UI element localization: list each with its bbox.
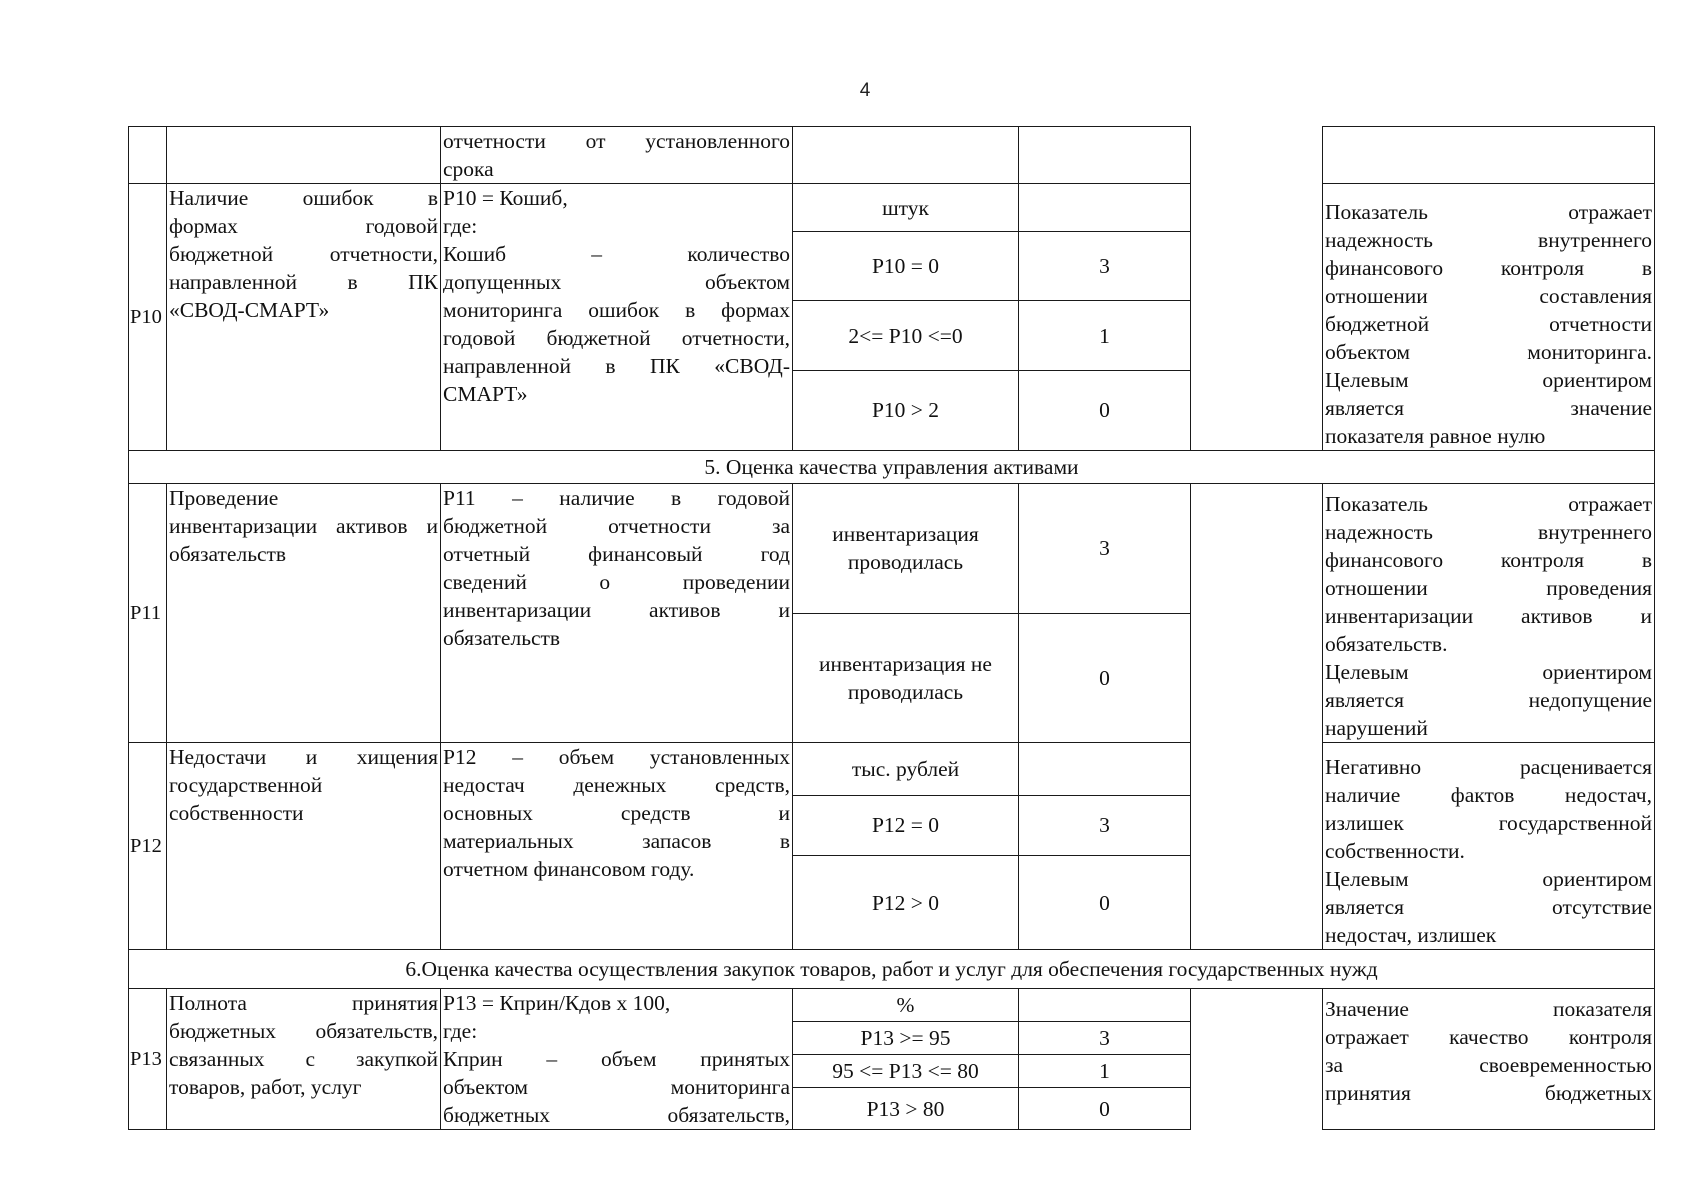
indicator-name: Наличие ошибок в формах годовой бюджетной отчетности, направленной в ПК «СВОД-СМАРТ» <box>167 184 441 451</box>
spacer-cell <box>1191 184 1323 451</box>
indicator-formula: P11 – наличие в годовой бюджетной отчетности за отчетный финансовый год сведений о проведении инвентаризации активов и обязательств <box>441 484 793 743</box>
unit-cell <box>793 127 1019 184</box>
score-cell <box>1019 989 1191 1022</box>
name-cell <box>167 127 441 184</box>
indicator-formula: P10 = Кошиб, где: Кошиб – количество допущенных объектом мониторинга ошибок в формах годовой бюджетной отчетности, направленной в ПК «СВОД- СМАРТ» <box>441 184 793 451</box>
comment-cell <box>1323 127 1655 184</box>
criterion-condition: инвентаризация проводилась <box>793 484 1019 614</box>
criterion-score: 3 <box>1019 795 1191 856</box>
criterion-score: 0 <box>1019 370 1191 450</box>
table-row-p13 <box>129 989 1655 1022</box>
indicator-unit: штук <box>793 184 1019 232</box>
criterion-score: 0 <box>1019 856 1191 950</box>
criterion-score: 0 <box>1019 1088 1191 1130</box>
indicator-name: Проведение инвентаризации активов и обязательств <box>167 484 441 743</box>
criterion-score: 1 <box>1019 1055 1191 1088</box>
score-cell <box>1019 127 1191 184</box>
section-title: 6.Оценка качества осуществления закупок товаров, работ и услуг для обеспечения государственных нужд <box>129 950 1655 989</box>
score-cell <box>1019 743 1191 796</box>
indicator-unit: % <box>793 989 1019 1022</box>
criterion-condition: P10 = 0 <box>793 232 1019 301</box>
table-row-continuation <box>129 127 1655 184</box>
formula-cell: отчетности от установленного срока <box>441 127 793 184</box>
criterion-condition: P13 >= 95 <box>793 1022 1019 1055</box>
indicator-code: P12 <box>129 743 167 950</box>
spacer-cell <box>1191 989 1323 1130</box>
table-row-p12 <box>129 743 1655 796</box>
spacer-cell <box>1191 484 1323 743</box>
criterion-score: 3 <box>1019 484 1191 614</box>
indicator-comment: Показатель отражает надежность внутреннего финансового контроля в отношении составления бюджетной отчетности объектом мониторинга. Целевым ориентиром является значение показателя равное нулю <box>1323 184 1655 451</box>
section-title: 5. Оценка качества управления активами <box>129 451 1655 484</box>
table-row-p10 <box>129 184 1655 232</box>
criterion-condition: 95 <= P13 <= 80 <box>793 1055 1019 1088</box>
spacer-cell <box>1191 127 1323 184</box>
criterion-score: 3 <box>1019 1022 1191 1055</box>
indicator-formula: P13 = Кприн/Кдов х 100, где: Кприн – объем принятых объектом мониторинга бюджетных обязательств, <box>441 989 793 1130</box>
spacer-cell <box>1191 743 1323 950</box>
page-number: 4 <box>859 80 871 101</box>
indicator-comment: Значение показателя отражает качество контроля за своевременностью принятия бюджетных <box>1323 989 1655 1130</box>
score-cell <box>1019 184 1191 232</box>
table-row-p11 <box>129 484 1655 614</box>
criterion-condition: P12 > 0 <box>793 856 1019 950</box>
criterion-condition: инвентаризация не проводилась <box>793 613 1019 743</box>
indicator-comment: Негативно расценивается наличие фактов недостач, излишек государственной собственности. Целевым ориентиром является отсутствие недостач, излишек <box>1323 743 1655 950</box>
code-cell <box>129 127 167 184</box>
indicator-name: Недостачи и хищения государственной собственности <box>167 743 441 950</box>
section-header-row <box>129 451 1655 484</box>
criterion-condition: 2<= P10 <=0 <box>793 301 1019 370</box>
criterion-condition: P12 = 0 <box>793 795 1019 856</box>
indicator-formula: P12 – объем установленных недостач денежных средств, основных средств и материальных запасов в отчетном финансовом году. <box>441 743 793 950</box>
criterion-score: 1 <box>1019 301 1191 370</box>
criterion-condition: P10 > 2 <box>793 370 1019 450</box>
indicator-comment: Показатель отражает надежность внутреннего финансового контроля в отношении проведения инвентаризации активов и обязательств. Целевым ориентиром является недопущение нарушений <box>1323 484 1655 743</box>
indicator-code: P11 <box>129 484 167 743</box>
criterion-score: 3 <box>1019 232 1191 301</box>
indicator-code: P10 <box>129 184 167 451</box>
indicator-name: Полнота принятия бюджетных обязательств, связанных с закупкой товаров, работ, услуг <box>167 989 441 1130</box>
criterion-condition: P13 > 80 <box>793 1088 1019 1130</box>
section-header-row <box>129 950 1655 989</box>
indicator-code: P13 <box>129 989 167 1130</box>
indicators-table <box>128 126 1655 1130</box>
indicator-unit: тыс. рублей <box>793 743 1019 796</box>
criterion-score: 0 <box>1019 613 1191 743</box>
